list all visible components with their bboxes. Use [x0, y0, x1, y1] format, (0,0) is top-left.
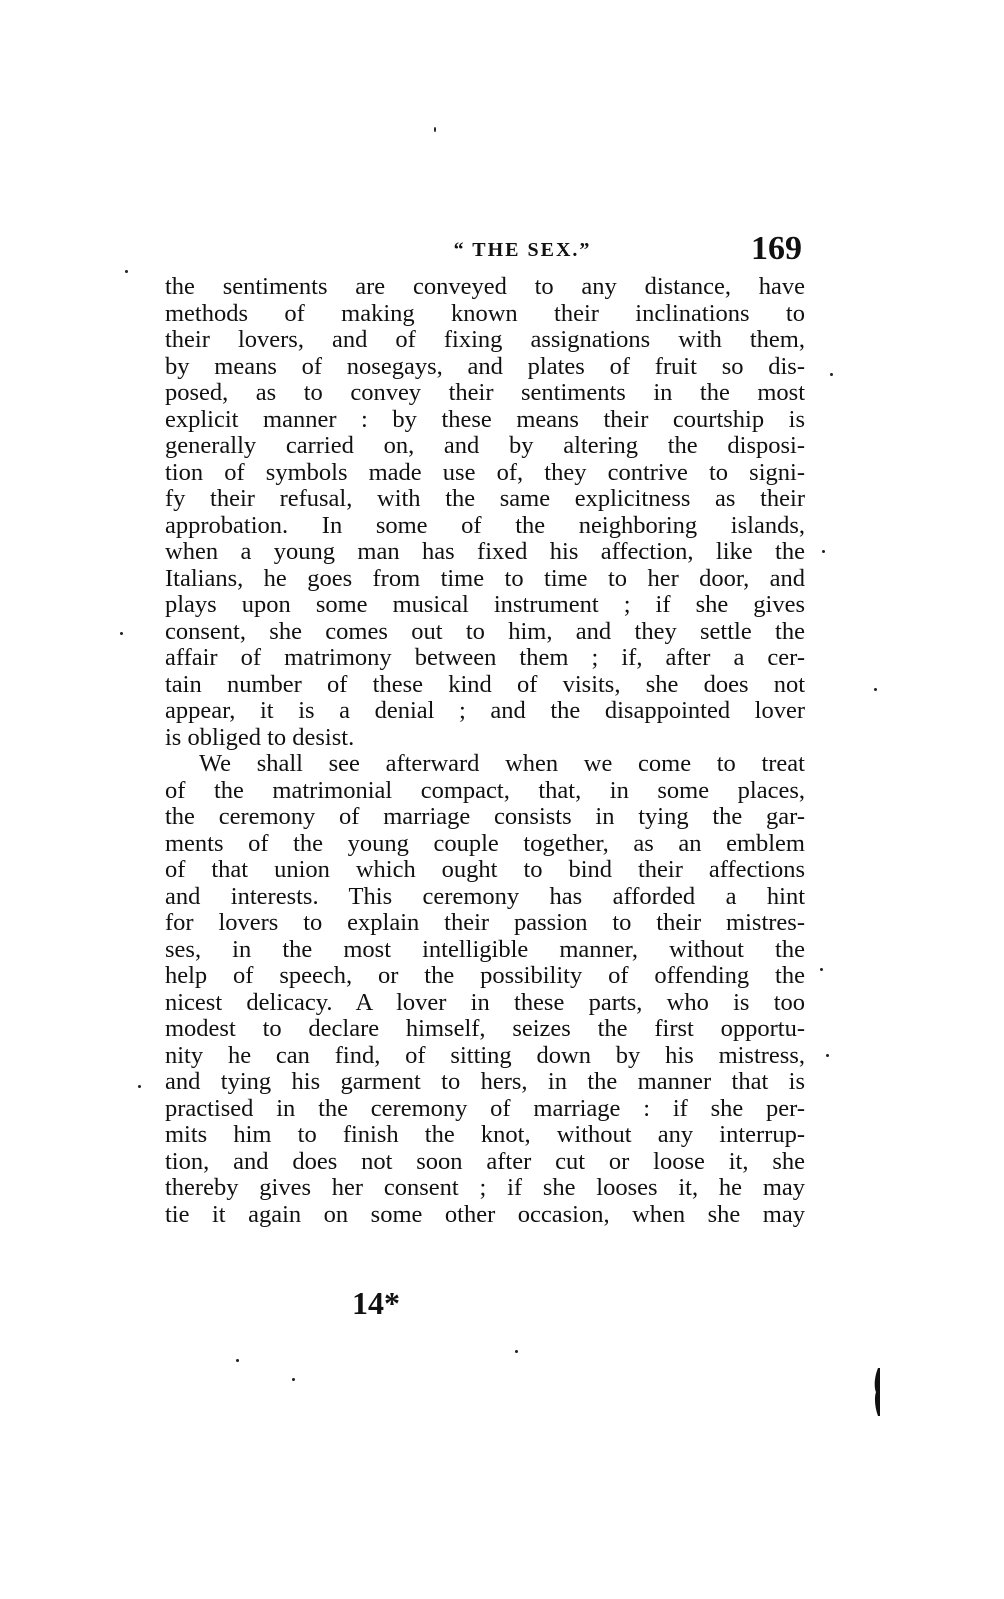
running-title: “ THE SEX.”: [453, 239, 592, 261]
scan-speck: [125, 270, 128, 273]
text-line: consent, she comes out to him, and they settle the: [165, 617, 805, 645]
scan-speck: [138, 1085, 141, 1088]
text-line: mits him to finish the knot, without any interrup-: [165, 1121, 805, 1148]
text-line: practised in the ceremony of marriage : if she per-: [165, 1094, 805, 1122]
text-line: posed, as to convey their sentiments in the most: [165, 379, 805, 406]
text-line: the ceremony of marriage consists in tying the gar-: [165, 803, 805, 830]
running-head: [165, 232, 820, 276]
text-line: help of speech, or the possibility of offending the: [165, 962, 805, 989]
text-line: generally carried on, and by altering the disposi-: [165, 432, 805, 459]
text-line: their lovers, and of fixing assignations with them,: [165, 326, 805, 353]
scan-speck: [434, 127, 436, 132]
text-line: for lovers to explain their passion to their mistres-: [165, 909, 805, 936]
text-line: when a young man has fixed his affection, like the: [165, 538, 805, 565]
text-line: ses, in the most intelligible manner, without the: [165, 935, 805, 963]
text-line: of the matrimonial compact, that, in some places,: [165, 776, 805, 804]
text-line: tion, and does not soon after cut or loose it, she: [165, 1147, 805, 1175]
text-line: appear, it is a denial ; and the disappointed lover: [165, 697, 805, 724]
text-line: by means of nosegays, and plates of fruit so dis-: [165, 352, 805, 380]
paragraph-start-line: We shall see afterward when we come to treat: [199, 750, 805, 777]
text-line: and interests. This ceremony has afforded a hint: [165, 882, 805, 910]
text-line: tion of symbols made use of, they contrive to signi-: [165, 458, 805, 486]
text-line: methods of making known their inclinations to: [165, 299, 805, 327]
scan-speck: [820, 968, 823, 971]
body-text: [165, 274, 805, 1228]
paragraph-end-line: is obliged to desist.: [165, 723, 355, 751]
text-line: fy their refusal, with the same explicitness as their: [165, 485, 805, 512]
text-line: the sentiments are conveyed to any distance, have: [165, 273, 805, 300]
text-line: tain number of these kind of visits, she does not: [165, 670, 805, 698]
text-line: tie it again on some other occasion, when she may: [165, 1200, 805, 1228]
scan-speck: [292, 1378, 295, 1381]
scan-speck: [826, 1054, 829, 1057]
text-line: ments of the young couple together, as an emblem: [165, 829, 805, 857]
scan-speck: [874, 688, 877, 691]
page-number: 169: [751, 230, 802, 267]
scan-speck: [830, 373, 833, 376]
scan-speck: [236, 1359, 239, 1362]
text-line: nity he can find, of sitting down by his mistress,: [165, 1041, 805, 1069]
signature-mark: 14*: [352, 1285, 400, 1321]
text-line: affair of matrimony between them ; if, after a cer-: [165, 644, 805, 671]
text-line: approbation. In some of the neighboring islands,: [165, 511, 805, 539]
scan-speck: [515, 1350, 518, 1353]
scan-speck: [822, 550, 825, 553]
scan-speck: [120, 632, 123, 635]
text-line: and tying his garment to hers, in the manner that is: [165, 1068, 805, 1095]
page-edge-mark: [872, 1368, 880, 1416]
text-line: of that union which ought to bind their affections: [165, 856, 805, 883]
text-line: thereby gives her consent ; if she looses it, he may: [165, 1174, 805, 1201]
text-line: explicit manner : by these means their courtship is: [165, 405, 805, 433]
text-line: plays upon some musical instrument ; if she gives: [165, 591, 805, 618]
text-line: Italians, he goes from time to time to her door, and: [165, 564, 805, 592]
text-line: modest to declare himself, seizes the first opportu-: [165, 1015, 805, 1042]
text-line: nicest delicacy. A lover in these parts, who is too: [165, 988, 805, 1016]
